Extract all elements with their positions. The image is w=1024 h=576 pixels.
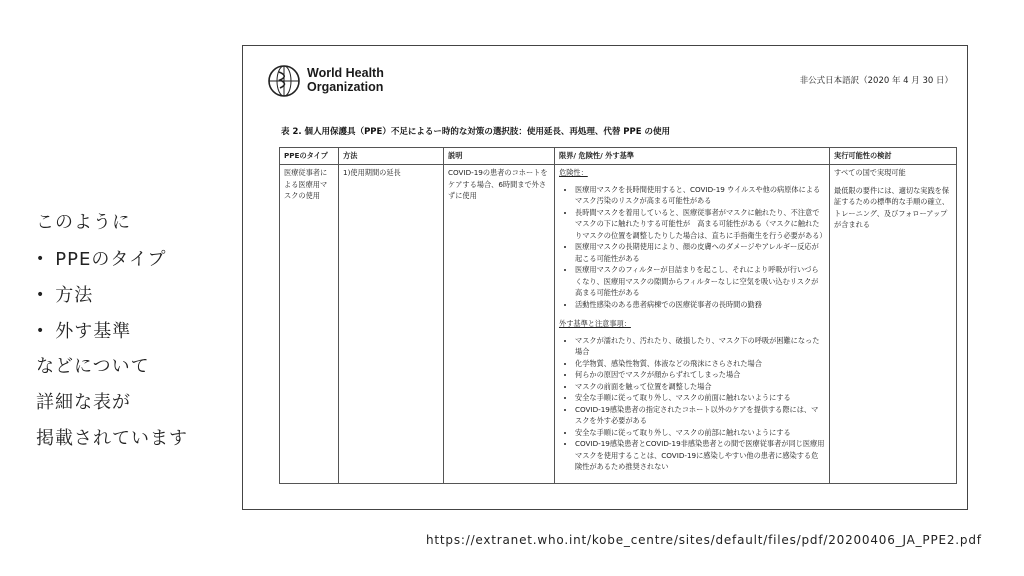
document-image (242, 45, 968, 510)
slide-bullet (36, 241, 236, 277)
feasibility-text: 最低限の要件には、適切な実践を保証するための標準的な手順の確立、トレーニング、及びフォローアップが含まれる (834, 185, 950, 229)
removal-list (559, 335, 825, 473)
list-item: • COVID-19感染患者の指定されたコホート以外のケアを提供する際には、マスクを外す必要がある (575, 404, 825, 427)
cell-feasibility (830, 165, 957, 484)
who-emblem-icon (267, 64, 301, 98)
slide-line-text: 外す基準 (55, 321, 132, 342)
list-item: • COVID-19感染患者とCOVID-19非感染患者との間で医療従事者が同じ医療用マスクを使用することは、COVID-19に感染しやすい他の患者に感染する危険性があるため推奨されない (575, 438, 825, 473)
list-item: • 安全な手順に従って取り外し、マスクの前面に触れないようにする (575, 392, 825, 404)
cell-method: 1)使用期間の延長 (339, 165, 444, 484)
risk-list (559, 184, 825, 311)
list-item: • 医療用マスクを長時間使用すると、COVID-19 ウイルスや他の病原体によるマスク汚染のリスクが高まる可能性がある (575, 184, 825, 207)
slide-line-text: 詳細な表が (36, 392, 131, 413)
ppe-table (279, 147, 957, 484)
who-logo-text (307, 66, 384, 94)
list-item: • 医療用マスクの長期使用により、顔の皮膚へのダメージやアレルギー反応が起こる可能性がある (575, 241, 825, 264)
list-item: • マスクの前面を触って位置を調整した場合 (575, 381, 825, 393)
list-item: • マスクが濡れたり、汚れたり、破損したり、マスク下の呼吸が困難になった場合 (575, 335, 825, 358)
cell-description: COVID-19の患者のコホートをケアする場合、6時間まで外さずに使用 (444, 165, 555, 484)
slide-bullet (36, 313, 236, 349)
slide-line-text: 方法 (55, 285, 94, 306)
table-header-row (280, 148, 957, 165)
who-logo (267, 64, 457, 98)
slide-line (36, 421, 236, 457)
column-header: PPEのタイプ (280, 148, 339, 165)
list-item: • 安全な手順に従って取り外し、マスクの前部に触れないようにする (575, 427, 825, 439)
list-item: • 活動性感染のある患者病棟での医療従事者の長時間の勤務 (575, 299, 825, 311)
list-item: • 長時間マスクを着用していると、医療従事者がマスクに触れたり、不注意でマスクの下に触れたりする可能性が 高まる可能性がある（マスクに触れたりマスクの位置を調整したりした場合は、直ちに手指衛生を行う必要がある） (575, 207, 825, 242)
column-header: 実行可能性の検討 (830, 148, 957, 165)
column-header: 方法 (339, 148, 444, 165)
slide-line (36, 205, 236, 241)
logo-line: Organization (307, 80, 384, 94)
removal-title: 外す基準と注意事項： (559, 319, 631, 328)
column-header: 説明 (444, 148, 555, 165)
slide-line-text: PPEのタイプ (55, 249, 167, 270)
slide-bullet (36, 277, 236, 313)
feasibility-text: すべての国で実現可能 (834, 168, 906, 177)
source-url: https://extranet.who.int/kobe_centre/sites/default/files/pdf/20200406_JA_PPE2.pdf (426, 533, 982, 547)
list-item: • 何らかの原因でマスクが顔からずれてしまった場合 (575, 369, 825, 381)
translation-note: 非公式日本語訳（2020 年 4 月 30 日） (799, 76, 953, 86)
slide-line (36, 385, 236, 421)
table-caption: 表 2. 個人用保護具（PPE）不足によるー時的な対策の選択肢：使用延長、再処理、代替 PPE の使用 (281, 127, 671, 137)
logo-line: World Health (307, 66, 384, 80)
slide-line-text: などについて (36, 356, 150, 377)
table-row (280, 165, 957, 484)
risk-title: 危険性： (559, 168, 588, 177)
slide-line-text: このように (36, 212, 131, 233)
cell-ppe-type: 医療従事者による医療用マスクの使用 (280, 165, 339, 484)
column-header: 限界/ 危険性/ 外す基準 (555, 148, 830, 165)
list-item: • 医療用マスクのフィルターが目詰まりを起こし、それにより呼吸が行いづらくなり、医療用マスクの隙間からフィルターなしに空気を吸い込むリスクが高まる可能性がある (575, 264, 825, 299)
slide-text (36, 205, 236, 457)
slide-line-text: 掲載されています (36, 428, 188, 449)
slide-line (36, 349, 236, 385)
list-item: • 化学物質、感染性物質、体液などの飛沫にさらされた場合 (575, 358, 825, 370)
cell-risks (555, 165, 830, 484)
